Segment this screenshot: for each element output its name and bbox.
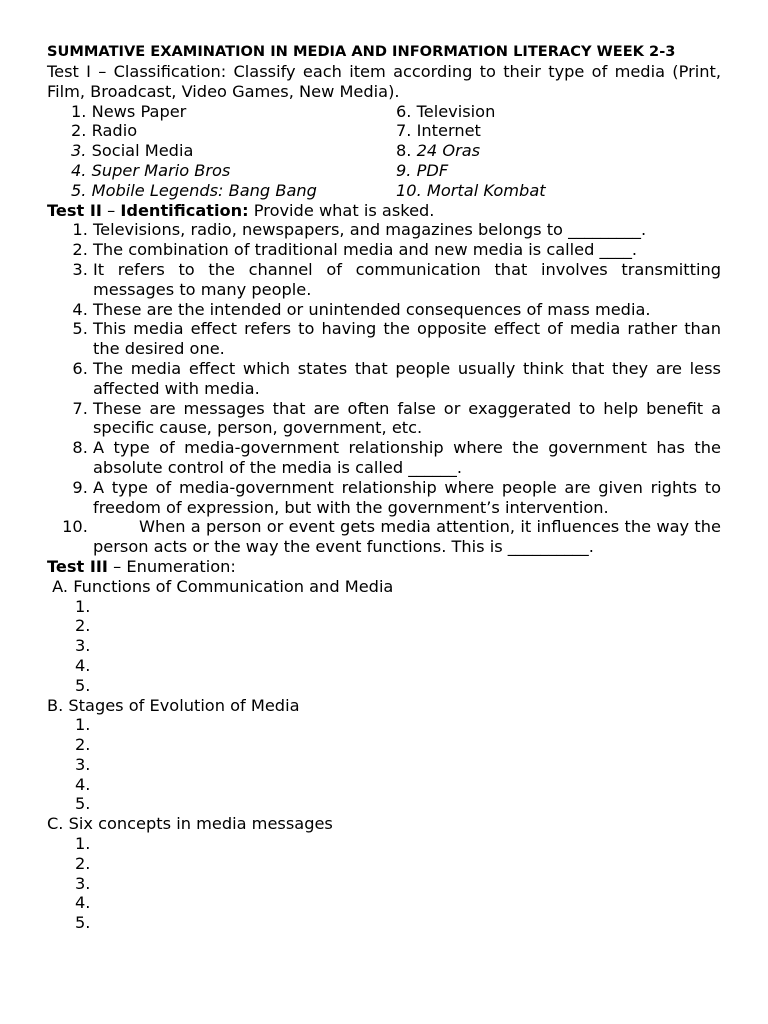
test1-item: 4. Super Mario Bros — [71, 160, 231, 180]
list-item: 1. Televisions, radio, newspapers, and magazines belongs to _________. — [72, 220, 647, 240]
test1-item: 1. News Paper — [71, 101, 187, 121]
list-item: 4. — [75, 655, 91, 675]
test1-item: 9. PDF — [396, 160, 449, 180]
test2-heading: Test II – Identification: Provide what is asked. — [47, 200, 435, 220]
enum-section-a-list — [47, 597, 721, 696]
list-item: 5. — [75, 794, 91, 814]
test1-item: 3. Social Media — [71, 141, 194, 161]
test1-item: 8. 24 Oras — [396, 141, 481, 161]
enum-section-a-heading: A. Functions of Communication and Media — [47, 576, 394, 596]
list-item: 2. — [75, 616, 91, 636]
list-item: 5. — [75, 675, 91, 695]
list-item: 3. — [75, 754, 91, 774]
list-item: 1. — [75, 715, 91, 735]
list-item: 2. The combination of traditional media and new media is called ____. — [72, 240, 638, 260]
test2-list — [47, 220, 721, 557]
enum-section-c-heading: C. Six concepts in media messages — [47, 814, 333, 834]
list-item: 4. These are the intended or unintended consequences of mass media. — [72, 299, 651, 319]
test1-item: 5. Mobile Legends: Bang Bang — [71, 180, 317, 200]
list-item: 8. A type of media-government relationship where the government has the absolute control of the media is called ______. — [72, 438, 721, 477]
test3-heading: Test III – Enumeration: — [47, 556, 236, 576]
test1-item: 6. Television — [396, 101, 496, 121]
list-item: 1. — [75, 834, 91, 854]
list-item: 5. This media effect refers to having the opposite effect of media rather than the desired one. — [72, 319, 721, 359]
list-item: 3. — [75, 636, 91, 656]
test1-item: 10. Mortal Kombat — [396, 180, 546, 200]
list-item: 1. — [75, 596, 91, 616]
list-item: 4. — [75, 774, 91, 794]
enum-section-c-list — [47, 834, 721, 933]
list-item: 2. — [75, 853, 91, 873]
list-item: 3. — [75, 873, 91, 893]
list-item: 2. — [75, 735, 91, 755]
test1-items — [47, 102, 721, 201]
enum-section-b-heading: B. Stages of Evolution of Media — [47, 695, 300, 715]
list-item: 3. It refers to the channel of communication that involves transmitting messages to many people. — [72, 259, 721, 299]
test1-item: 7. Internet — [396, 121, 481, 141]
list-item: 7. These are messages that are often false or exaggerated to help benefit a specific cause, person, government, etc. — [72, 398, 721, 438]
test1-item: 2. Radio — [71, 121, 138, 141]
list-item: 10. When a person or event gets media attention, it influences the way the person acts or the way the event functions. This is __________. — [62, 517, 721, 557]
list-item: 5. — [75, 913, 91, 933]
list-item: 6. The media effect which states that people usually think that they are less affected with media. — [72, 358, 721, 398]
exam-title: SUMMATIVE EXAMINATION IN MEDIA AND INFORMATION LITERACY WEEK 2-3 — [47, 43, 676, 60]
test1-heading: Test I – Classification: Classify each item according to their type of media (Print, Film, Broadcast, Video Games, New Media). — [47, 62, 721, 101]
list-item: 9. A type of media-government relationship where people are given rights to freedom of expression, but with the government’s intervention. — [72, 477, 721, 517]
enum-section-b-list — [47, 715, 721, 814]
list-item: 4. — [75, 893, 91, 913]
